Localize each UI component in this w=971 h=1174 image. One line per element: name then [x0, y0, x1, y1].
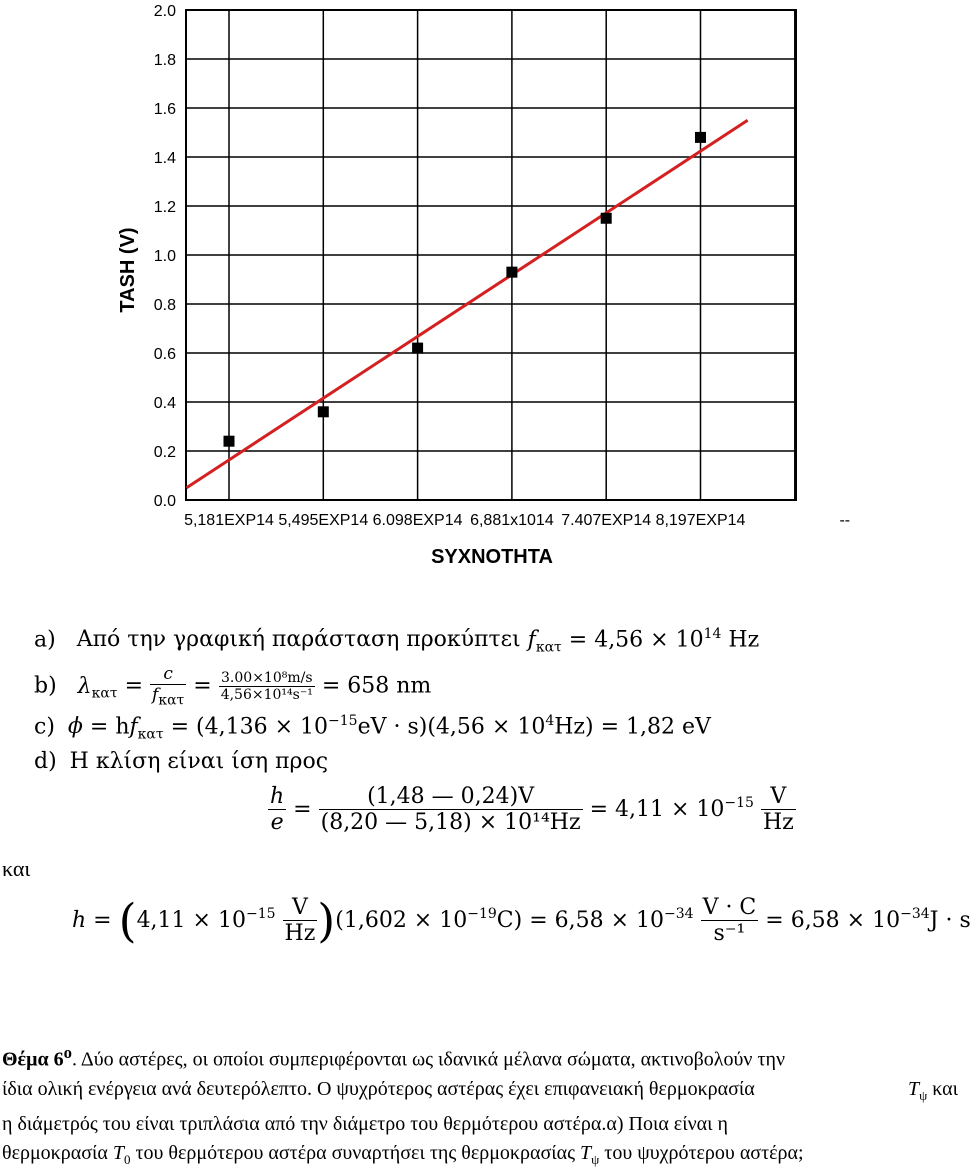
- h-eq: h =: [72, 908, 112, 933]
- problem-line-4: [2, 1139, 958, 1174]
- h-mid: (1,602 × 10: [335, 908, 468, 933]
- x-tick-label: 5,495EXP14: [278, 512, 369, 529]
- data-point: [506, 267, 517, 278]
- h-mid2: C) = 6,58 × 10: [496, 908, 665, 933]
- unit-hz-2: Hz: [284, 921, 316, 946]
- T-psi-2: T: [580, 1141, 592, 1164]
- h-exp4: −34: [900, 906, 930, 923]
- slope-equation: [268, 784, 796, 835]
- fraction-v-hz-2: [283, 895, 318, 946]
- rhs-c: = (4,136 × 10: [170, 714, 329, 740]
- f-symbol: f: [527, 627, 536, 653]
- data-point: [601, 213, 612, 224]
- frac-vc: V · C: [702, 895, 757, 920]
- frac-num-c: c: [150, 664, 186, 685]
- problem-text-2: ίδια ολική ενέργεια ανά δευτερόλεπτο. Ο ψυχρότερος αστέρας έχει επιφανειακή θερμοκρασία: [2, 1077, 755, 1100]
- left-paren: (: [118, 893, 137, 948]
- x-tick-label: --: [839, 512, 851, 529]
- eq-b2: =: [193, 673, 212, 699]
- lambda-symbol: λ: [77, 673, 92, 699]
- problem-text-2-end: και: [932, 1077, 958, 1100]
- problem-title-sup: ο: [63, 1043, 72, 1062]
- fraction-c-over-f: [150, 664, 186, 708]
- problem-text-4b: του θερμότερου αστέρα συναρτήσει της θερμοκρασίας: [135, 1141, 576, 1164]
- unit-hz: Hz: [762, 810, 794, 835]
- x-tick-labels: [184, 512, 850, 529]
- fraction-unit-v-hz: [761, 784, 796, 835]
- y-tick-label: 2.0: [153, 3, 176, 20]
- f-sub-c: κατ: [137, 726, 164, 743]
- problem-text-4c: του ψυχρότερου αστέρα;: [604, 1141, 804, 1164]
- x-tick-label: 7.407EXP14: [561, 512, 652, 529]
- x-tick-label: 8,197EXP14: [655, 512, 746, 529]
- exp-d: −15: [724, 795, 754, 812]
- y-tick-label: 0.2: [153, 444, 176, 461]
- h-val: 4,11 × 10: [136, 908, 246, 933]
- y-axis-label: TASH (V): [117, 227, 139, 313]
- h-exp2: −19: [467, 906, 497, 923]
- frac-den-sub: κατ: [158, 692, 185, 709]
- frac-den-freq: 4,56×10¹⁴s⁻¹: [220, 686, 313, 703]
- f-symbol-c: f: [129, 714, 138, 740]
- problem-text-3: η διάμετρός του είναι τριπλάσια από την διάμετρο του θερμότερου αστέρα.α) Ποια είναι η: [2, 1112, 728, 1135]
- problem-line-3: [2, 1110, 958, 1139]
- y-tick-label: 1.4: [153, 150, 176, 167]
- fraction-slope: [319, 784, 583, 835]
- data-point: [695, 132, 706, 143]
- fraction-vc-s: [701, 895, 759, 946]
- psi-sub: ψ: [919, 1087, 928, 1103]
- solution-d-intro: [34, 749, 328, 774]
- kai-connector: και: [2, 856, 31, 881]
- rhs-a: = 4,56 × 10: [568, 627, 704, 653]
- end-c: Hz) = 1,82 eV: [554, 714, 711, 740]
- y-tick-labels: [154, 3, 176, 510]
- h-exp: −15: [245, 906, 276, 923]
- problem-line-2: [2, 1075, 958, 1110]
- eq-d: =: [293, 797, 312, 822]
- T-zero: T: [112, 1141, 124, 1164]
- frac-s: s⁻¹: [713, 921, 746, 946]
- right-paren: ): [317, 893, 336, 948]
- x-tick-label: 6.098EXP14: [372, 512, 463, 529]
- x-tick-label: 5,181EXP14: [184, 512, 274, 529]
- text-a: Από την γραφική παράσταση προκύπτει: [76, 627, 521, 653]
- problem-title: Θέμα 6: [2, 1048, 64, 1071]
- psi-sub-2: ψ: [591, 1151, 600, 1167]
- text-d: Η κλίση είναι ίση προς: [69, 749, 329, 774]
- exp-c2: 4: [545, 713, 555, 729]
- data-point: [224, 436, 235, 447]
- h-exp3: −34: [664, 906, 694, 923]
- phi-symbol: ϕ: [67, 714, 83, 740]
- unit-v-2: V: [283, 895, 318, 921]
- solution-b: [34, 664, 431, 708]
- frac-den-f: f: [152, 685, 159, 705]
- unit-v: V: [761, 784, 796, 810]
- x-tick-label: 6,881x1014: [470, 512, 554, 529]
- T-psi: T: [907, 1077, 920, 1100]
- solution-a: [34, 626, 759, 656]
- y-tick-label: 0.0: [153, 493, 176, 510]
- data-points: [224, 132, 707, 447]
- problem-6: [2, 1038, 958, 1174]
- data-point: [318, 406, 329, 417]
- lambda-sub: κατ: [91, 685, 118, 702]
- x-axis-label: SYXNOTHTA: [431, 546, 553, 568]
- solution-c: [34, 713, 711, 743]
- mid-c: eV · s)(4,56 × 10: [357, 714, 546, 740]
- frac-h: h: [270, 784, 285, 809]
- voltage-frequency-chart: [0, 0, 960, 580]
- y-tick-label: 0.4: [153, 395, 176, 412]
- y-tick-label: 1.8: [153, 52, 176, 69]
- eq-c: = h: [89, 714, 130, 740]
- label-d: d): [34, 749, 57, 774]
- rhs-d: = 4,11 × 10: [589, 797, 725, 822]
- rhs-b: = 658 nm: [321, 673, 432, 699]
- y-tick-label: 1.2: [153, 199, 176, 216]
- data-point: [412, 343, 423, 354]
- y-tick-label: 1.6: [153, 101, 176, 118]
- exp-a: 14: [703, 626, 722, 642]
- unit-a: Hz: [721, 627, 760, 653]
- h-end2: J · s: [929, 908, 971, 933]
- planck-equation: [72, 895, 971, 946]
- exp-c1: −15: [328, 713, 358, 729]
- y-tick-label: 0.6: [153, 346, 176, 363]
- zero-sub: 0: [123, 1151, 131, 1167]
- frac-slope-num: (1,48 — 0,24)V: [319, 784, 583, 810]
- frac-e: e: [270, 810, 284, 835]
- label-b: b): [34, 673, 57, 699]
- problem-text-1: . Δύο αστέρες, οι οποίοι συμπεριφέρονται ως ιδανικά μέλανα σώματα, ακτινοβολούν την: [71, 1048, 785, 1071]
- frac-slope-den: (8,20 — 5,18) × 10¹⁴Hz: [320, 810, 581, 835]
- frac-num-speed: 3.00×10⁸m/s: [219, 670, 315, 687]
- problem-text-4a: θερμοκρασία: [2, 1141, 108, 1164]
- y-tick-label: 1.0: [153, 248, 176, 265]
- label-c: c): [34, 714, 55, 740]
- problem-line-1: [2, 1038, 958, 1075]
- f-sub: κατ: [535, 639, 562, 656]
- y-tick-label: 0.8: [153, 297, 176, 314]
- eq-b1: =: [124, 673, 144, 699]
- fraction-h-over-e: [268, 784, 286, 835]
- h-end: = 6,58 × 10: [765, 908, 901, 933]
- label-a: a): [34, 627, 56, 653]
- fraction-speed-over-freq: [219, 670, 315, 703]
